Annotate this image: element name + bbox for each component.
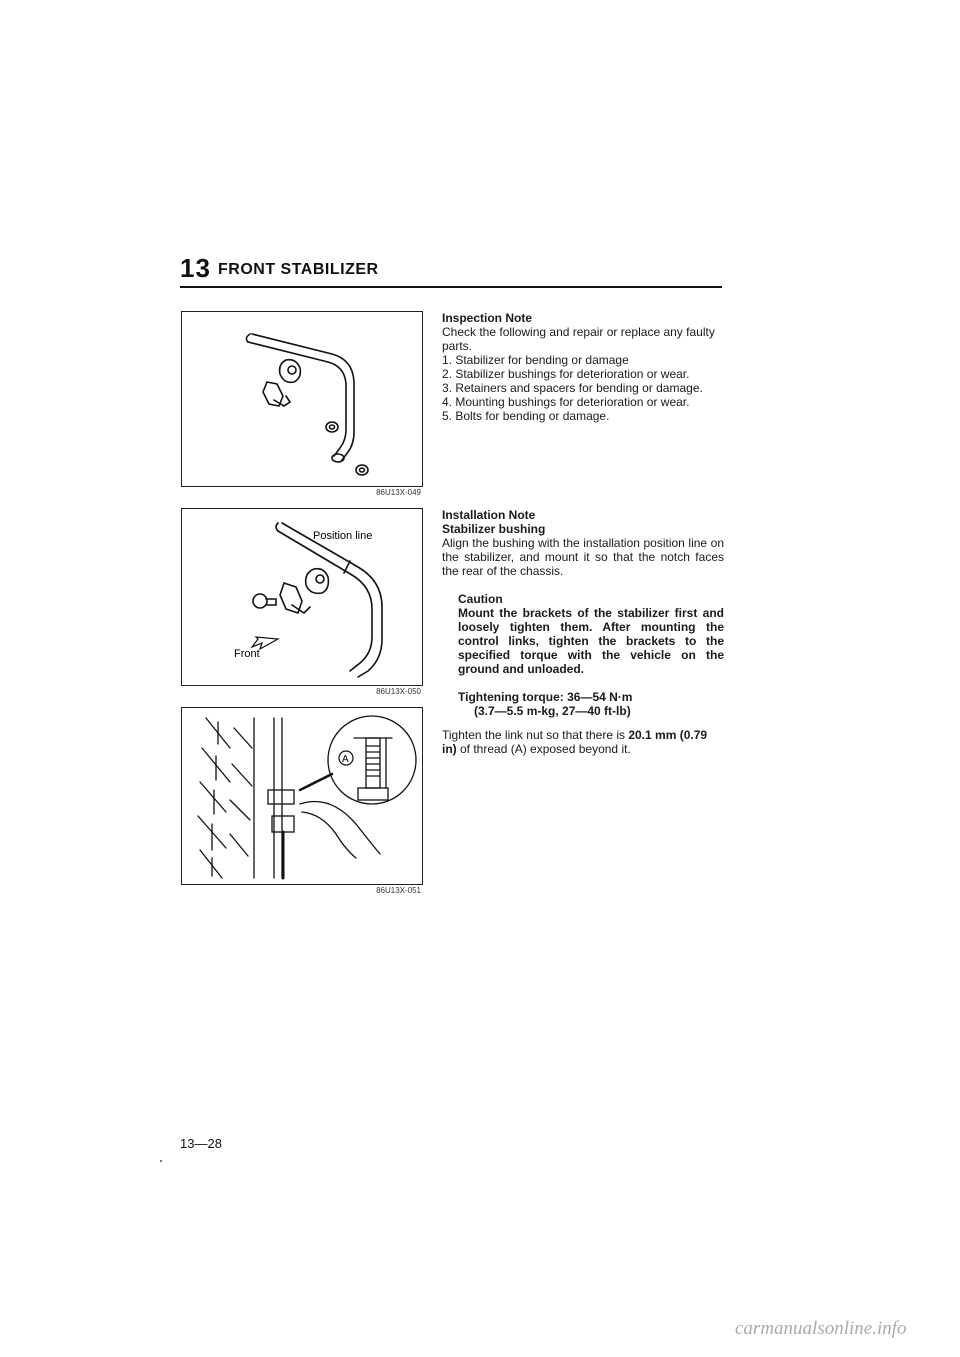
page-number: 13—28 — [180, 1136, 222, 1151]
torque-block — [442, 690, 724, 718]
figure-code-051: 86U13X-051 — [376, 886, 421, 895]
caution-heading: Caution — [458, 592, 503, 606]
installation-heading: Installation Note — [442, 508, 536, 522]
label-front: Front — [234, 648, 260, 660]
installation-subheading: Stabilizer bushing — [442, 522, 546, 536]
list-item: 2. Stabilizer bushings for deterioration or wear. — [442, 367, 690, 381]
caution-body: Mount the brackets of the stabilizer first and loosely tighten them. After mounting the control links, tighten the brackets to the specified torque with the vehicle on the ground and unloaded. — [458, 606, 724, 676]
link-value: 20.1 mm (0.79 in) — [442, 728, 708, 756]
link-nut-drawing — [182, 708, 422, 884]
link-text-2: of thread (A) exposed beyond it. — [456, 742, 631, 756]
bushing-position-drawing — [182, 509, 422, 685]
inspection-section — [442, 311, 724, 423]
torque-line-1: Tightening torque: 36—54 N·m — [458, 690, 633, 704]
list-item: 3. Retainers and spacers for bending or damage. — [442, 381, 703, 395]
figure-stabilizer-parts — [181, 311, 423, 487]
chapter-number: 13 — [180, 253, 211, 283]
link-nut-instruction — [442, 728, 724, 756]
figure-bushing-position — [181, 508, 423, 686]
inspection-heading: Inspection Note — [442, 311, 533, 325]
inspection-list — [442, 353, 724, 423]
figure-link-nut — [181, 707, 423, 885]
figure-code-049: 86U13X-049 — [376, 488, 421, 497]
torque-line-2: (3.7—5.5 m-kg, 27—40 ft-lb) — [474, 704, 631, 718]
list-item: 1. Stabilizer for bending or damage — [442, 353, 629, 367]
installation-section — [442, 508, 724, 756]
installation-body: Align the bushing with the installation position line on the stabilizer, and mount it so that the notch faces the rear of the chassis. — [442, 536, 724, 578]
header-rule — [180, 286, 722, 288]
footer-watermark: carmanualsonline.info — [735, 1318, 907, 1339]
caution-block — [442, 592, 724, 676]
stray-dot — [160, 1160, 162, 1162]
stabilizer-parts-drawing — [182, 312, 422, 486]
link-text-1: Tighten the link nut so that there is — [442, 728, 629, 742]
label-thread-a: A — [342, 754, 349, 765]
page-title: FRONT STABILIZER — [218, 261, 379, 278]
list-item: 5. Bolts for bending or damage. — [442, 409, 610, 423]
figure-code-050: 86U13X-050 — [376, 687, 421, 696]
label-position-line: Position line — [313, 530, 373, 542]
inspection-intro: Check the following and repair or replace any faulty parts. — [442, 325, 715, 353]
list-item: 4. Mounting bushings for deterioration or wear. — [442, 395, 690, 409]
